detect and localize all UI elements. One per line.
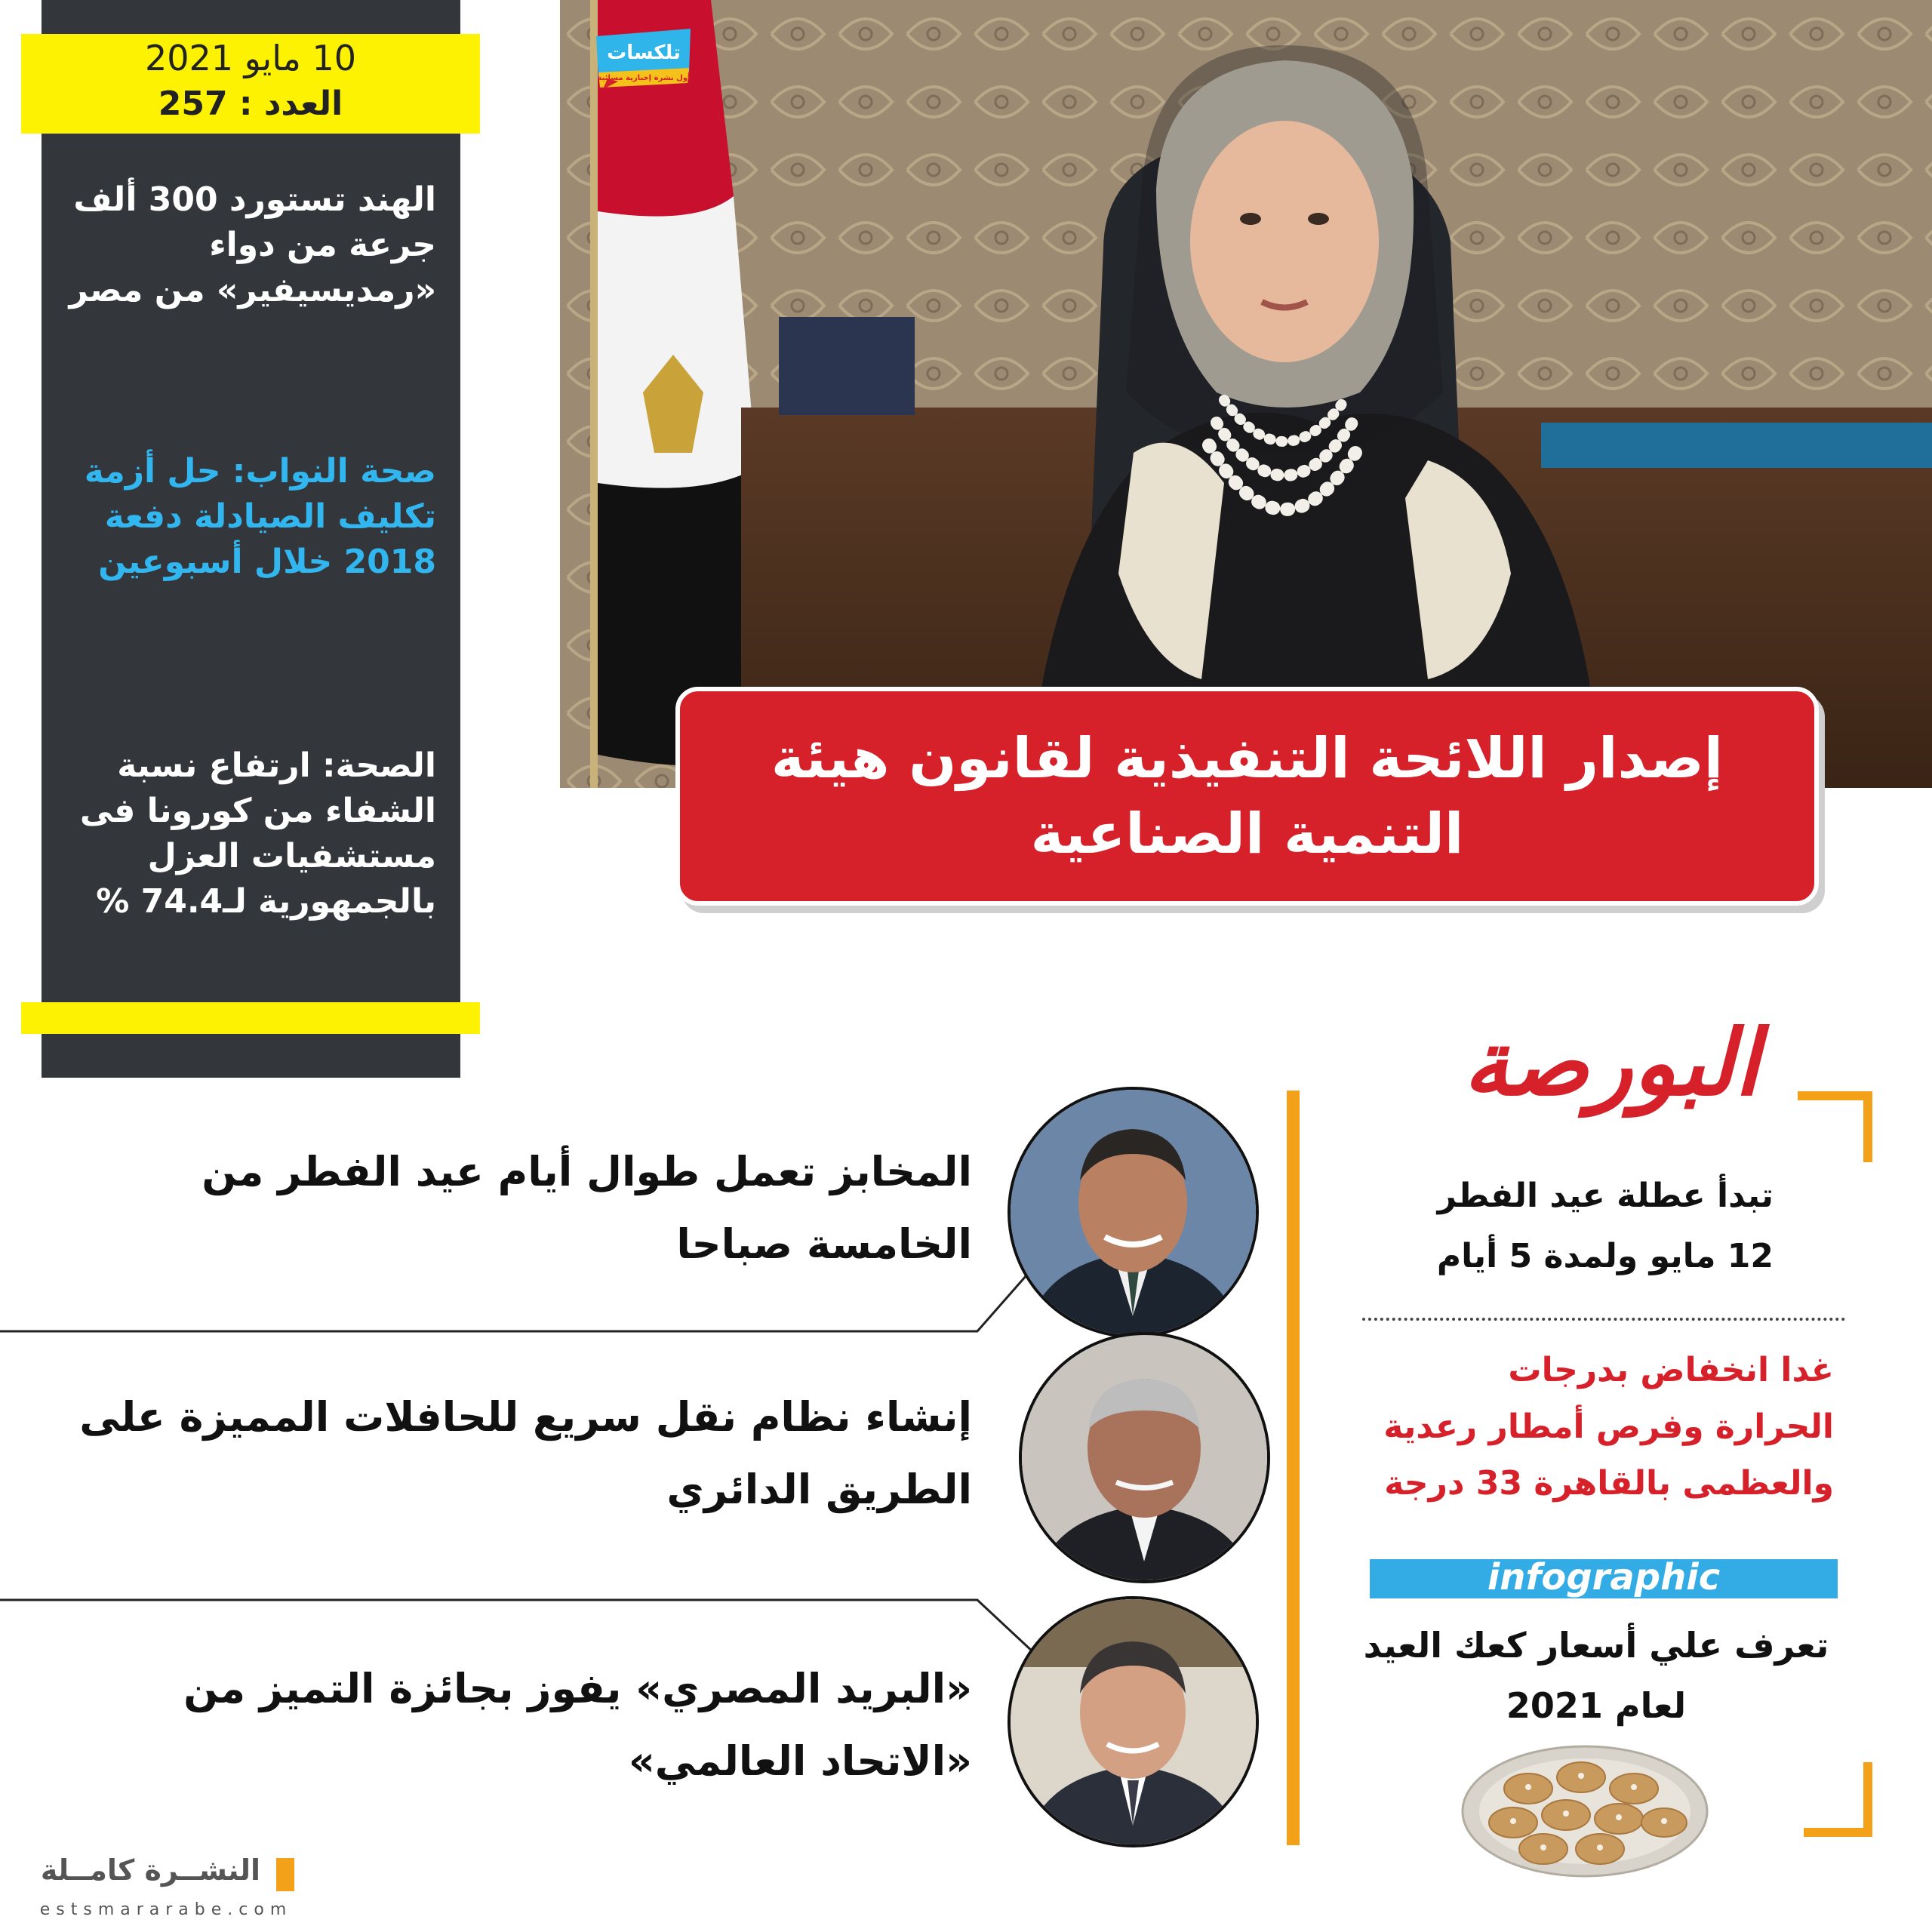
story-title-2[interactable]: إنشاء نظام نقل سريع للحافلات المميزة على الطريق الدائري	[79, 1393, 972, 1513]
corner-bracket-top	[1798, 1091, 1873, 1162]
story-title-3[interactable]: «البريد المصري» يفوز بجائزة التميز من «الاتحاد العالمي»	[183, 1665, 972, 1785]
portrait-1	[1008, 1087, 1259, 1338]
borsa-news-2[interactable]: غدا انخفاض بدرجات الحرارة وفرص أمطار رعدية والعظمى بالقاهرة 33 درجة	[1383, 1351, 1834, 1503]
eid-cookies-image	[1460, 1728, 1709, 1879]
man-portrait-3-image	[1011, 1599, 1256, 1844]
minister-photo-illustration	[560, 0, 1932, 788]
issue-number: العدد : 257	[158, 85, 343, 123]
man-portrait-2-image	[1022, 1335, 1267, 1580]
borsa-news-1[interactable]: تبدأ عطلة عيد الفطر 12 مايو ولمدة 5 أيام	[1436, 1177, 1774, 1275]
sidebar-news-1[interactable]: الهند تستورد 300 ألف جرعة من دواء «رمديسيفير» من مصر	[69, 180, 436, 309]
hero-photo	[560, 0, 1932, 788]
footer-mark	[276, 1858, 294, 1891]
infographic-label: infographic	[1487, 1556, 1721, 1598]
man-portrait-1-image	[1011, 1090, 1256, 1335]
sidebar-news-2[interactable]: صحة النواب: حل أزمة تكليف الصيادلة دفعة 2018 خلال أسبوعين	[84, 452, 436, 581]
logo-title: تلكسات	[607, 42, 681, 64]
portrait-3	[1008, 1596, 1259, 1847]
main-headline[interactable]: إصدار اللائحة التنفيذية لقانون هيئة التنمية الصناعية	[771, 726, 1724, 866]
story-title-1[interactable]: المخابز تعمل طوال أيام عيد الفطر من الخامسة صباحا	[202, 1148, 972, 1268]
sidebar-news-3[interactable]: الصحة: ارتفاع نسبة الشفاء من كورونا فى مستشفيات العزل بالجمهورية لـ74.4 %	[79, 746, 436, 921]
portrait-2	[1019, 1332, 1270, 1583]
logo-tagline: أول نشرة إخبارية مسائية	[597, 74, 691, 82]
dotted-divider	[1362, 1318, 1845, 1321]
borsa-title: البورصة	[1463, 1011, 1760, 1116]
corner-bracket-bottom	[1804, 1762, 1879, 1838]
footer-brand: النشــرة كامــلة	[40, 1854, 260, 1887]
issue-date: 10 مايو 2021	[144, 38, 357, 78]
telexat-logo	[592, 29, 694, 89]
orange-divider-bar	[1287, 1091, 1300, 1845]
footer-url[interactable]: estsmararabe.com	[39, 1900, 293, 1919]
infographic-caption[interactable]: تعرف علي أسعار كعك العيد لعام 2021	[1363, 1625, 1829, 1726]
